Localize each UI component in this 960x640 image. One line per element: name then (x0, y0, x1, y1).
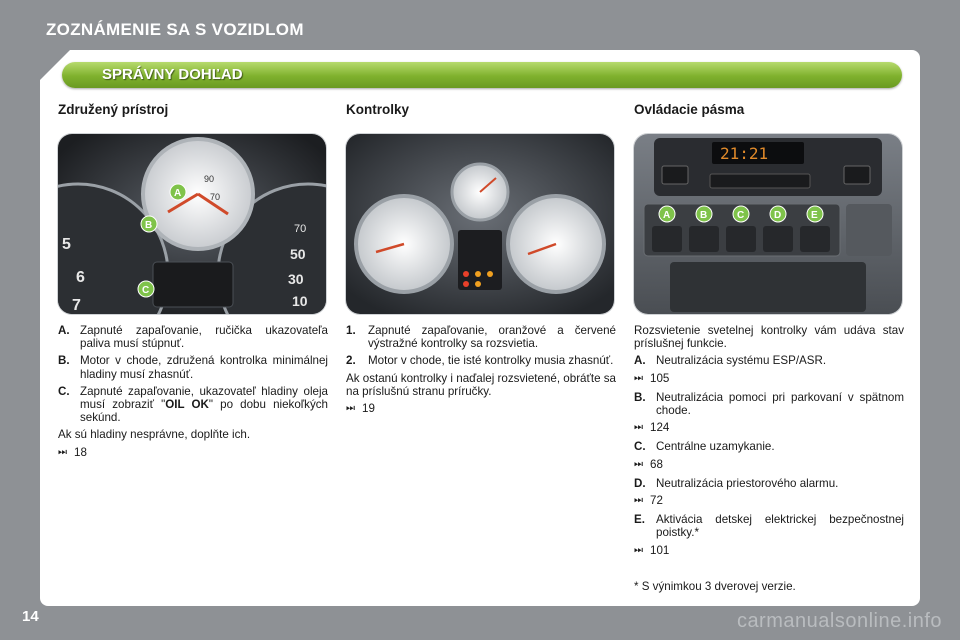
cluster-photo (58, 134, 326, 314)
marker-c: C (737, 210, 745, 221)
column-cluster (58, 102, 328, 465)
item-text: Aktivácia detskej elektrickej bezpečnostnej poistky.* (656, 513, 904, 540)
column-title-lights: Kontrolky (346, 102, 410, 117)
warning-lights-photo (346, 134, 614, 314)
page-number: 14 (22, 608, 39, 625)
controls-ref-d (634, 494, 904, 507)
double-arrow-icon: ⏭ (634, 544, 643, 556)
item-text: Neutralizácia systému ESP/ASR. (656, 354, 827, 368)
item-label: A. (634, 354, 646, 368)
item-label: D. (634, 476, 646, 490)
ref-page: 101 (650, 543, 670, 557)
marker-c: C (142, 285, 150, 296)
marker-d: D (774, 210, 782, 221)
column-title-cluster: Združený prístroj (58, 102, 169, 117)
item-text: Centrálne uzamykanie. (656, 440, 775, 454)
lights-item-1 (346, 324, 616, 350)
page-sheet (40, 50, 920, 606)
item-label: E. (634, 513, 645, 527)
controls-ref-a (634, 372, 904, 385)
controls-ref-c (634, 458, 904, 471)
double-arrow-icon: ⏭ (346, 403, 355, 415)
double-arrow-icon: ⏭ (634, 422, 643, 434)
marker-a: A (174, 188, 182, 199)
marker-e: E (811, 210, 818, 221)
item-text: Neutralizácia priestorového alarmu. (656, 476, 839, 490)
double-arrow-icon: ⏭ (58, 446, 67, 458)
ref-page: 19 (362, 402, 375, 416)
item-label: C. (58, 384, 70, 398)
double-arrow-icon: ⏭ (634, 372, 643, 384)
item-text: Motor v chode, tie isté kontrolky musia zhasnúť. (368, 354, 614, 368)
double-arrow-icon: ⏭ (634, 495, 643, 507)
lights-note: Ak ostanú kontrolky i naďalej rozsvietené, obráťte sa na príslušnú stranu príručky. (346, 371, 616, 398)
item-label: 1. (346, 324, 356, 337)
double-arrow-icon: ⏭ (634, 458, 643, 470)
cluster-item-c (58, 385, 328, 425)
gauge-number: 7 (72, 297, 81, 314)
item-text: Zapnuté zapaľovanie, ukazovateľ hladiny oleja musí zobraziť "OIL OK" po dobu niekoľkých sekúnd. (80, 384, 329, 425)
gauge-number: 30 (288, 271, 304, 287)
item-label: 2. (346, 354, 356, 368)
controls-photo (634, 134, 902, 314)
controls-intro: Rozsvietenie svetelnej kontrolky vám udáva stav príslušnej funkcie. (634, 324, 904, 351)
column-controls (634, 102, 904, 563)
climate-display: 21:21 (720, 144, 769, 163)
gauge-number: 10 (292, 293, 308, 309)
controls-ref-e (634, 544, 904, 557)
marker-b: B (145, 220, 153, 231)
ref-page: 105 (650, 371, 670, 385)
gauge-number: 70 (210, 192, 221, 202)
footnote: * S výnimkou 3 dverovej verzie. (634, 580, 796, 593)
item-text: Zapnuté zapaľovanie, ručička ukazovateľa paliva musí stúpnuť. (80, 324, 328, 351)
lights-ref (346, 402, 616, 415)
lights-item-2 (346, 354, 616, 367)
column-title-controls: Ovládacie pásma (634, 102, 745, 117)
controls-item-e (634, 513, 904, 539)
cluster-item-a (58, 324, 328, 350)
item-label: B. (58, 354, 70, 368)
controls-item-a (634, 354, 904, 367)
cluster-note: Ak sú hladiny nesprávne, doplňte ich. (58, 428, 251, 442)
marker-a: A (663, 210, 671, 221)
ref-page: 124 (650, 421, 670, 435)
section-banner (62, 62, 902, 88)
marker-b: B (700, 210, 708, 221)
cluster-item-b (58, 354, 328, 380)
controls-item-c (634, 440, 904, 453)
item-text: Zapnuté zapaľovanie, oranžové a červené výstražné kontrolky sa rozsvietia. (368, 324, 616, 351)
page-header-title: ZOZNÁMENIE SA S VOZIDLOM (46, 20, 304, 39)
section-title: SPRÁVNY DOHĽAD (102, 66, 243, 83)
item-label: C. (634, 440, 646, 454)
controls-ref-b (634, 421, 904, 434)
ref-page: 68 (650, 457, 663, 471)
controls-item-b (634, 391, 904, 417)
gauge-number: 6 (76, 269, 85, 286)
column-lights (346, 102, 616, 421)
gauge-number: 50 (290, 246, 306, 262)
item-text: Neutralizácia pomoci pri parkovaní v spätnom chode. (656, 390, 904, 418)
item-text: Motor v chode, združená kontrolka minimálnej hladiny musí zhasnúť. (80, 354, 328, 381)
gauge-number: 5 (62, 236, 71, 253)
watermark: carmanualsonline.info (736, 610, 942, 632)
gauge-number: 90 (204, 174, 215, 184)
ref-page: 72 (650, 494, 663, 508)
item-label: B. (634, 390, 646, 404)
controls-item-d (634, 477, 904, 490)
item-label: A. (58, 324, 70, 337)
cluster-ref (58, 446, 328, 459)
gauge-number: 70 (294, 223, 307, 235)
ref-page: 18 (74, 445, 87, 459)
